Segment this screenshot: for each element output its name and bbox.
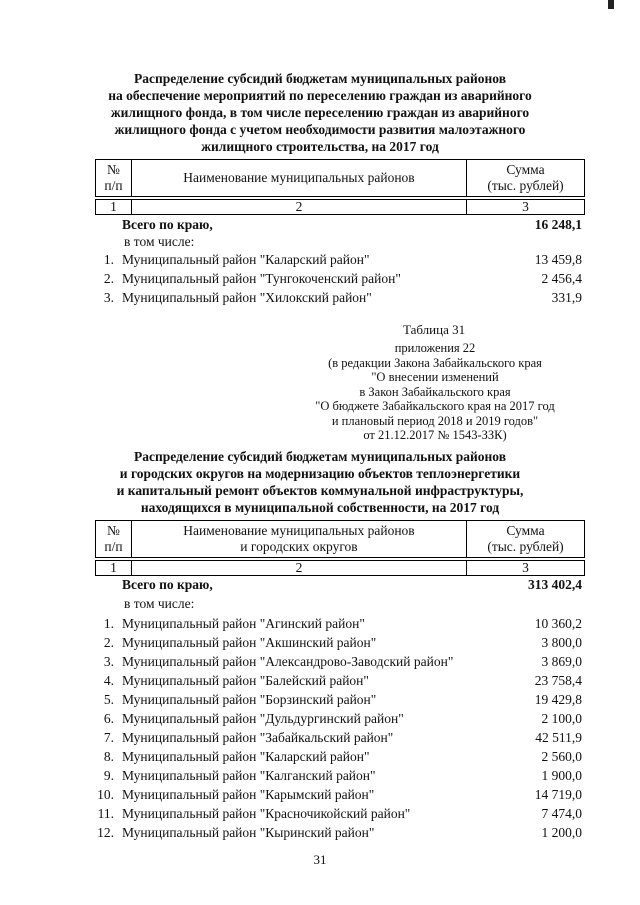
header-num-line: п/п bbox=[104, 539, 123, 554]
table1-header-sum bbox=[467, 160, 584, 196]
row-value: 1 900,0 bbox=[541, 768, 582, 783]
table-number-label: Таблица 31 bbox=[403, 322, 466, 337]
row-value: 13 459,8 bbox=[534, 252, 582, 267]
law-reference-line: и плановый период 2018 и 2019 годов" bbox=[331, 413, 539, 428]
row-number: 2. bbox=[103, 271, 114, 286]
page-number: 31 bbox=[313, 852, 327, 867]
row-value: 19 429,8 bbox=[534, 692, 582, 707]
law-reference-line: в Закон Забайкальского края bbox=[359, 384, 511, 399]
table1-title-line: жилищного фонда с учетом необходимости развития малоэтажного bbox=[114, 122, 526, 137]
row-name: Муниципальный район "Карымский район" bbox=[122, 787, 375, 802]
row-name: Муниципальный район "Забайкальский район" bbox=[122, 730, 394, 745]
row-name: Муниципальный район "Каларский район" bbox=[122, 252, 370, 267]
row-number: 1. bbox=[103, 252, 114, 267]
row-name: Муниципальный район "Акшинский район" bbox=[122, 635, 377, 650]
table2-header-num bbox=[96, 521, 132, 557]
row-number: 2. bbox=[103, 635, 114, 650]
row-name: Муниципальный район "Агинский район" bbox=[122, 616, 365, 631]
row-name: Муниципальный район "Каларский район" bbox=[122, 749, 370, 764]
law-reference-line: "О внесении изменений bbox=[371, 370, 499, 384]
law-reference-line: (в редакции Закона Забайкальского края bbox=[328, 355, 542, 370]
row-name: Муниципальный район "Кыринский район" bbox=[122, 825, 375, 840]
table1-header bbox=[95, 159, 585, 197]
row-number: 10. bbox=[97, 787, 114, 802]
row-number: 4. bbox=[103, 673, 114, 688]
table1-title-line: жилищного фонда, в том числе переселению граждан из аварийного bbox=[110, 105, 530, 120]
row-name: Муниципальный район "Хилокский район" bbox=[122, 290, 372, 305]
row-number: 3. bbox=[103, 290, 114, 305]
table2-column-numbers bbox=[95, 560, 585, 576]
corner-mark bbox=[608, 0, 614, 9]
header-name-line: Наименование муниципальных районов bbox=[183, 523, 415, 538]
table2-title-line: находящихся в муниципальной собственности, на 2017 год bbox=[140, 500, 500, 515]
table2-header bbox=[95, 520, 585, 558]
row-value: 14 719,0 bbox=[534, 787, 582, 802]
row-value: 3 869,0 bbox=[541, 654, 582, 669]
row-number: 1. bbox=[103, 616, 114, 631]
table2-total-label: Всего по краю, bbox=[122, 577, 213, 592]
table2-total-value: 313 402,4 bbox=[528, 577, 582, 592]
row-value: 10 360,2 bbox=[534, 616, 582, 631]
row-value: 42 511,9 bbox=[535, 730, 582, 745]
row-name: Муниципальный район "Красночикойский район" bbox=[122, 806, 411, 821]
row-value: 7 474,0 bbox=[541, 806, 582, 821]
table1-header-num bbox=[96, 160, 132, 196]
header-sum-line: Сумма bbox=[506, 162, 545, 177]
law-reference-line: "О бюджете Забайкальского края на 2017 год bbox=[315, 399, 555, 413]
row-number: 12. bbox=[97, 825, 114, 840]
header-sum-line: (тыс. рублей) bbox=[487, 539, 564, 554]
table1-total-value: 16 248,1 bbox=[534, 217, 582, 232]
table1-including: в том числе: bbox=[124, 234, 195, 249]
row-name: Муниципальный район "Балейский район" bbox=[122, 673, 369, 688]
row-value: 2 456,4 bbox=[541, 271, 582, 286]
header-name-line: и городских округов bbox=[240, 539, 358, 554]
header-num-line: п/п bbox=[104, 178, 123, 193]
table1-title-line: на обеспечение мероприятий по переселению граждан из аварийного bbox=[108, 88, 532, 103]
table2-title-line: и капитальный ремонт объектов коммунальной инфраструктуры, bbox=[116, 483, 524, 498]
table1-title bbox=[80, 70, 560, 155]
table2-including: в том числе: bbox=[124, 596, 195, 611]
table1-column-numbers bbox=[95, 199, 585, 215]
header-sum-line: Сумма bbox=[506, 523, 545, 538]
row-value: 3 800,0 bbox=[541, 635, 582, 650]
row-name: Муниципальный район "Тунгокоченский район" bbox=[122, 271, 401, 286]
header-num-line: № bbox=[107, 523, 120, 538]
row-value: 331,9 bbox=[551, 290, 582, 305]
row-name: Муниципальный район "Борзинский район" bbox=[122, 692, 377, 707]
table1-title-line: Распределение субсидий бюджетам муниципальных районов bbox=[133, 71, 507, 86]
row-value: 23 758,4 bbox=[534, 673, 582, 688]
row-number: 5. bbox=[103, 692, 114, 707]
row-number: 8. bbox=[103, 749, 114, 764]
header-name-line: Наименование муниципальных районов bbox=[183, 170, 415, 185]
header-sum-line: (тыс. рублей) bbox=[487, 178, 564, 193]
col-number: 3 bbox=[522, 560, 529, 575]
row-number: 6. bbox=[103, 711, 114, 726]
table1-title-line: жилищного строительства, на 2017 год bbox=[201, 139, 439, 154]
row-number: 11. bbox=[97, 806, 114, 821]
row-number: 7. bbox=[103, 730, 114, 745]
table2-title-line: Распределение субсидий бюджетам муниципальных районов bbox=[133, 449, 507, 464]
law-reference bbox=[300, 341, 570, 443]
row-number: 9. bbox=[103, 768, 114, 783]
col-number: 2 bbox=[132, 561, 467, 575]
col-number: 3 bbox=[522, 199, 529, 214]
table2-header-name bbox=[132, 521, 467, 557]
col-number: 2 bbox=[132, 200, 467, 214]
row-number: 3. bbox=[103, 654, 114, 669]
row-value: 1 200,0 bbox=[541, 825, 582, 840]
row-name: Муниципальный район "Александрово-Заводский район" bbox=[122, 654, 454, 669]
row-name: Муниципальный район "Дульдургинский район" bbox=[122, 711, 404, 726]
row-name: Муниципальный район "Калганский район" bbox=[122, 768, 376, 783]
header-num-line: № bbox=[107, 162, 120, 177]
col-number: 1 bbox=[96, 200, 132, 214]
col-number: 1 bbox=[96, 561, 132, 575]
table1-header-name bbox=[132, 160, 467, 196]
law-reference-line: от 21.12.2017 № 1543-ЗЗК) bbox=[363, 428, 507, 442]
table2-header-sum bbox=[467, 521, 584, 557]
row-value: 2 560,0 bbox=[541, 749, 582, 764]
row-value: 2 100,0 bbox=[541, 711, 582, 726]
table2-title-line: и городских округов на модернизацию объектов теплоэнергетики bbox=[119, 466, 521, 481]
law-reference-line: приложения 22 bbox=[394, 341, 476, 355]
table1-total-label: Всего по краю, bbox=[122, 217, 213, 232]
table2-title bbox=[80, 448, 560, 516]
